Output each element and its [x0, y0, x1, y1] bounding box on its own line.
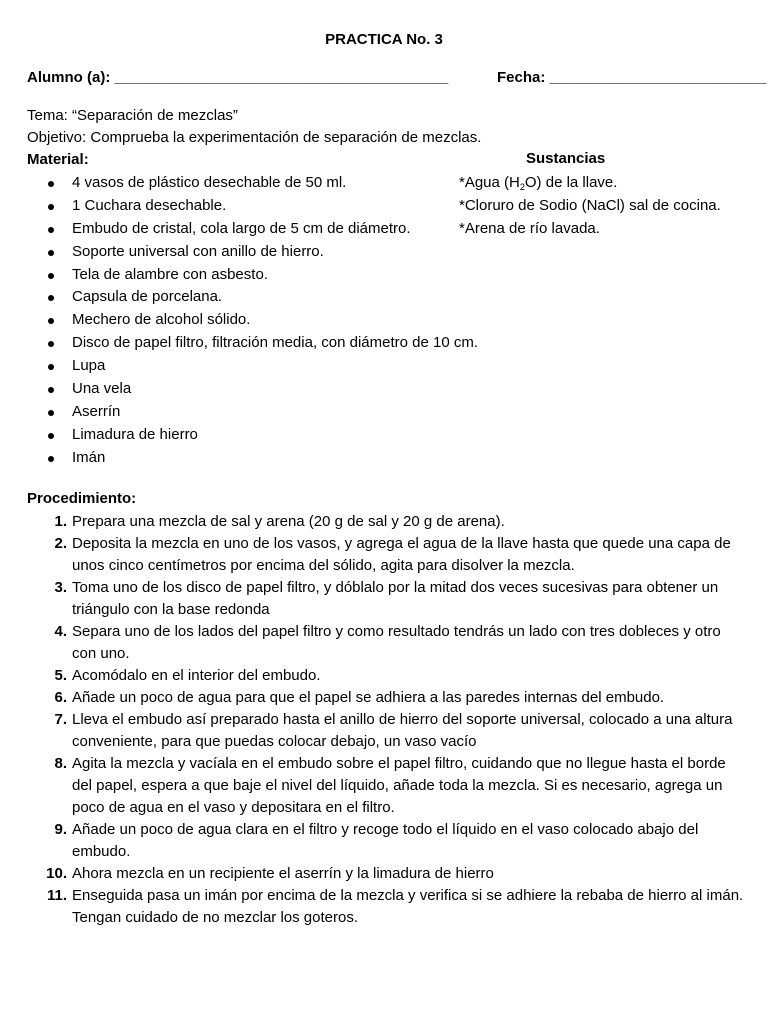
procedure-step: [0, 709, 768, 753]
materials-list: [0, 172, 768, 470]
step-number: 3.: [54, 579, 67, 596]
sustancia-agua-post: O) de la llave.: [524, 174, 618, 191]
material-text: Soporte universal con anillo de hierro.: [72, 242, 324, 260]
list-item: [0, 378, 768, 401]
bullet-icon: [48, 227, 54, 233]
step-text: Añade un poco de agua clara en el filtro y recoge todo el líquido en el vaso colocado abajo del embudo.: [72, 821, 699, 860]
list-item: [0, 195, 768, 218]
procedure-step: [0, 885, 768, 907]
list-item: [0, 355, 768, 378]
list-item: [0, 447, 768, 470]
procedure-step: [0, 665, 768, 687]
bullet-icon: [48, 341, 54, 347]
step-text: Añade un poco de agua para que el papel se adhiera a las paredes internas del embudo.: [72, 689, 665, 706]
sustancia-arena: *Arena de río lavada.: [459, 219, 600, 237]
step-number: 10.: [46, 865, 67, 882]
step-number: 4.: [54, 623, 67, 640]
list-item: [0, 424, 768, 447]
procedure-step: [0, 863, 768, 885]
sustancia-agua: [459, 172, 617, 196]
bullet-icon: [48, 364, 54, 370]
procedimiento-heading: Procedimiento:: [27, 490, 137, 507]
alumno-field[interactable]: Alumno (a): ________________________________________: [27, 69, 449, 86]
list-item: [0, 172, 768, 195]
bullet-icon: [48, 273, 54, 279]
step-text: Separa uno de los lados del papel filtro y como resultado tendrás un lado con tres dobleces y otro con uno.: [72, 623, 721, 662]
material-text: Imán: [72, 448, 106, 466]
material-text: Limadura de hierro: [72, 425, 198, 443]
step-text: Toma uno de los disco de papel filtro, y dóblalo por la mitad dos veces sucesivas para obtener un triángulo con la base redonda: [72, 579, 719, 618]
step-number: 1.: [54, 513, 67, 530]
subscript-2: 2: [519, 182, 525, 192]
material-text: Mechero de alcohol sólido.: [72, 311, 251, 329]
material-text: Tela de alambre con asbesto.: [72, 265, 268, 283]
procedure-step: [0, 577, 768, 621]
list-item: [0, 309, 768, 332]
bullet-icon: [48, 250, 54, 256]
step-number: 5.: [54, 667, 67, 684]
procedure-step: [0, 533, 768, 577]
list-item: [0, 264, 768, 287]
tema-line: Tema: “Separación de mezclas”: [27, 107, 238, 124]
material-text: Una vela: [72, 380, 132, 398]
procedure-step: [0, 621, 768, 665]
closing-note: Tengan cuidado de no mezclar los goteros.: [72, 909, 359, 926]
sustancias-heading: Sustancias: [526, 150, 606, 167]
page-title: PRACTICA No. 3: [325, 31, 443, 48]
step-number: 7.: [54, 711, 67, 728]
material-text: Disco de papel filtro, filtración media, con diámetro de 10 cm.: [72, 334, 479, 352]
list-item: [0, 218, 768, 241]
list-item: [0, 286, 768, 309]
bullet-icon: [48, 318, 54, 324]
material-text: 4 vasos de plástico desechable de 50 ml.: [72, 174, 347, 191]
list-item: [0, 332, 768, 355]
fecha-field[interactable]: Fecha: __________________________: [497, 69, 767, 86]
step-number: 11.: [46, 887, 67, 904]
procedure-step: [0, 511, 768, 533]
step-text: Agita la mezcla y vacíala en el embudo sobre el papel filtro, cuidando que no llegue hasta el borde del papel, espera a que baje el nivel del líquido, añade toda la mezcla. Si es necesario, agrega un poco de agua en el vaso y depositara en el filtro.: [72, 755, 726, 816]
procedure-step: [0, 819, 768, 863]
list-item: [0, 241, 768, 264]
step-text: Deposita la mezcla en uno de los vasos, y agrega el agua de la llave hasta que quede una capa de unos cinco centímetros por encima del sólido, agita para disolver la mezcla.: [72, 535, 731, 574]
step-number: 2.: [54, 535, 67, 552]
closing-note-row: [0, 907, 768, 929]
step-number: 8.: [54, 755, 67, 772]
bullet-icon: [48, 387, 54, 393]
bullet-icon: [48, 433, 54, 439]
bullet-icon: [48, 410, 54, 416]
step-text: Ahora mezcla en un recipiente el aserrín y la limadura de hierro: [72, 865, 494, 882]
sustancia-agua-pre: *Agua (H: [459, 174, 520, 191]
material-heading: Material:: [27, 151, 89, 168]
step-number: 9.: [54, 821, 67, 838]
sustancia-cloruro: *Cloruro de Sodio (NaCl) sal de cocina.: [459, 196, 721, 214]
step-number: 6.: [54, 689, 67, 706]
material-text: Lupa: [72, 357, 106, 375]
material-text: Embudo de cristal, cola largo de 5 cm de diámetro.: [72, 219, 411, 237]
material-text: 1 Cuchara desechable.: [72, 196, 227, 214]
step-text: Enseguida pasa un imán por encima de la mezcla y verifica si se adhiere la rebaba de hierro al imán.: [72, 887, 744, 904]
procedure-step: [0, 687, 768, 709]
procedure-list: [0, 511, 768, 929]
bullet-icon: [48, 456, 54, 462]
step-text: Acomódalo en el interior del embudo.: [72, 667, 321, 684]
bullet-icon: [48, 204, 54, 210]
step-text: Lleva el embudo así preparado hasta el anillo de hierro del soporte universal, colocado a una altura conveniente, para que puedas colocar debajo, un vaso vacío: [72, 711, 733, 750]
material-text: Capsula de porcelana.: [72, 288, 223, 306]
material-text: Aserrín: [72, 402, 121, 420]
procedure-step: [0, 753, 768, 819]
bullet-icon: [48, 181, 54, 187]
bullet-icon: [48, 295, 54, 301]
step-text: Prepara una mezcla de sal y arena (20 g de sal y 20 g de arena).: [72, 513, 505, 530]
objetivo-line: Objetivo: Comprueba la experimentación de separación de mezclas.: [27, 129, 482, 146]
student-header: [27, 69, 767, 86]
list-item: [0, 401, 768, 424]
